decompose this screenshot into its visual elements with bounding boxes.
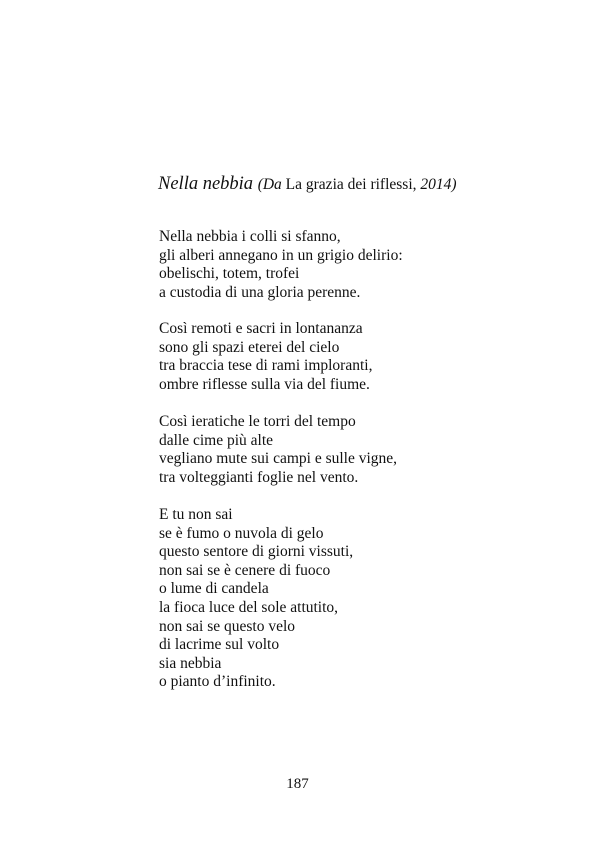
poem-line: E tu non sai (159, 506, 233, 523)
stanza-2 (159, 320, 372, 394)
poem-line: sia nebbia (159, 654, 222, 672)
poem-line: a custodia di una gloria perenne. (159, 283, 361, 301)
poem-line: sono gli spazi eterei del cielo (159, 338, 340, 356)
poem-line: Così ieratiche le torri del tempo (159, 413, 356, 430)
poem-line: tra volteggianti foglie nel vento. (159, 468, 359, 486)
poem-line: vegliano mute sui campi e sulle vigne, (159, 450, 398, 468)
poem-line: tra braccia tese di rami imploranti, (159, 357, 373, 375)
poem-source-year: 2014) (420, 176, 457, 193)
poem-line: la fioca luce del sole attutito, (159, 598, 339, 616)
stanza-3 (159, 413, 397, 487)
poem-line: gli alberi annegano in un grigio delirio: (159, 246, 403, 264)
poem-source-book: La grazia dei riflessi, (285, 176, 417, 193)
poem-source-open: (Da (257, 176, 282, 193)
poem-source (258, 176, 457, 193)
poem-line: se è fumo o nuvola di gelo (159, 524, 324, 542)
poem-line: Così remoti e sacri in lontananza (159, 320, 363, 337)
poem-title (158, 172, 457, 197)
page-number: 187 (286, 776, 309, 792)
poem-line: o lume di candela (159, 580, 269, 598)
poem-line: Nella nebbia i colli si sfanno, (159, 228, 341, 245)
poem-line: o pianto d’infinito. (159, 673, 276, 691)
stanza-4 (159, 506, 353, 692)
poem-line: questo sentore di giorni vissuti, (159, 543, 354, 561)
poem-line: non sai se è cenere di fuoco (159, 561, 331, 579)
stanza-1 (159, 228, 403, 302)
poem-title-main: Nella nebbia (158, 174, 254, 194)
poem-line: non sai se questo velo (159, 617, 296, 635)
poem-line: ombre riflesse sulla via del fiume. (159, 375, 370, 393)
poem-line: di lacrime sul volto (159, 636, 280, 654)
poem-line: obelischi, totem, trofei (159, 265, 300, 283)
poem-line: dalle cime più alte (159, 431, 274, 449)
